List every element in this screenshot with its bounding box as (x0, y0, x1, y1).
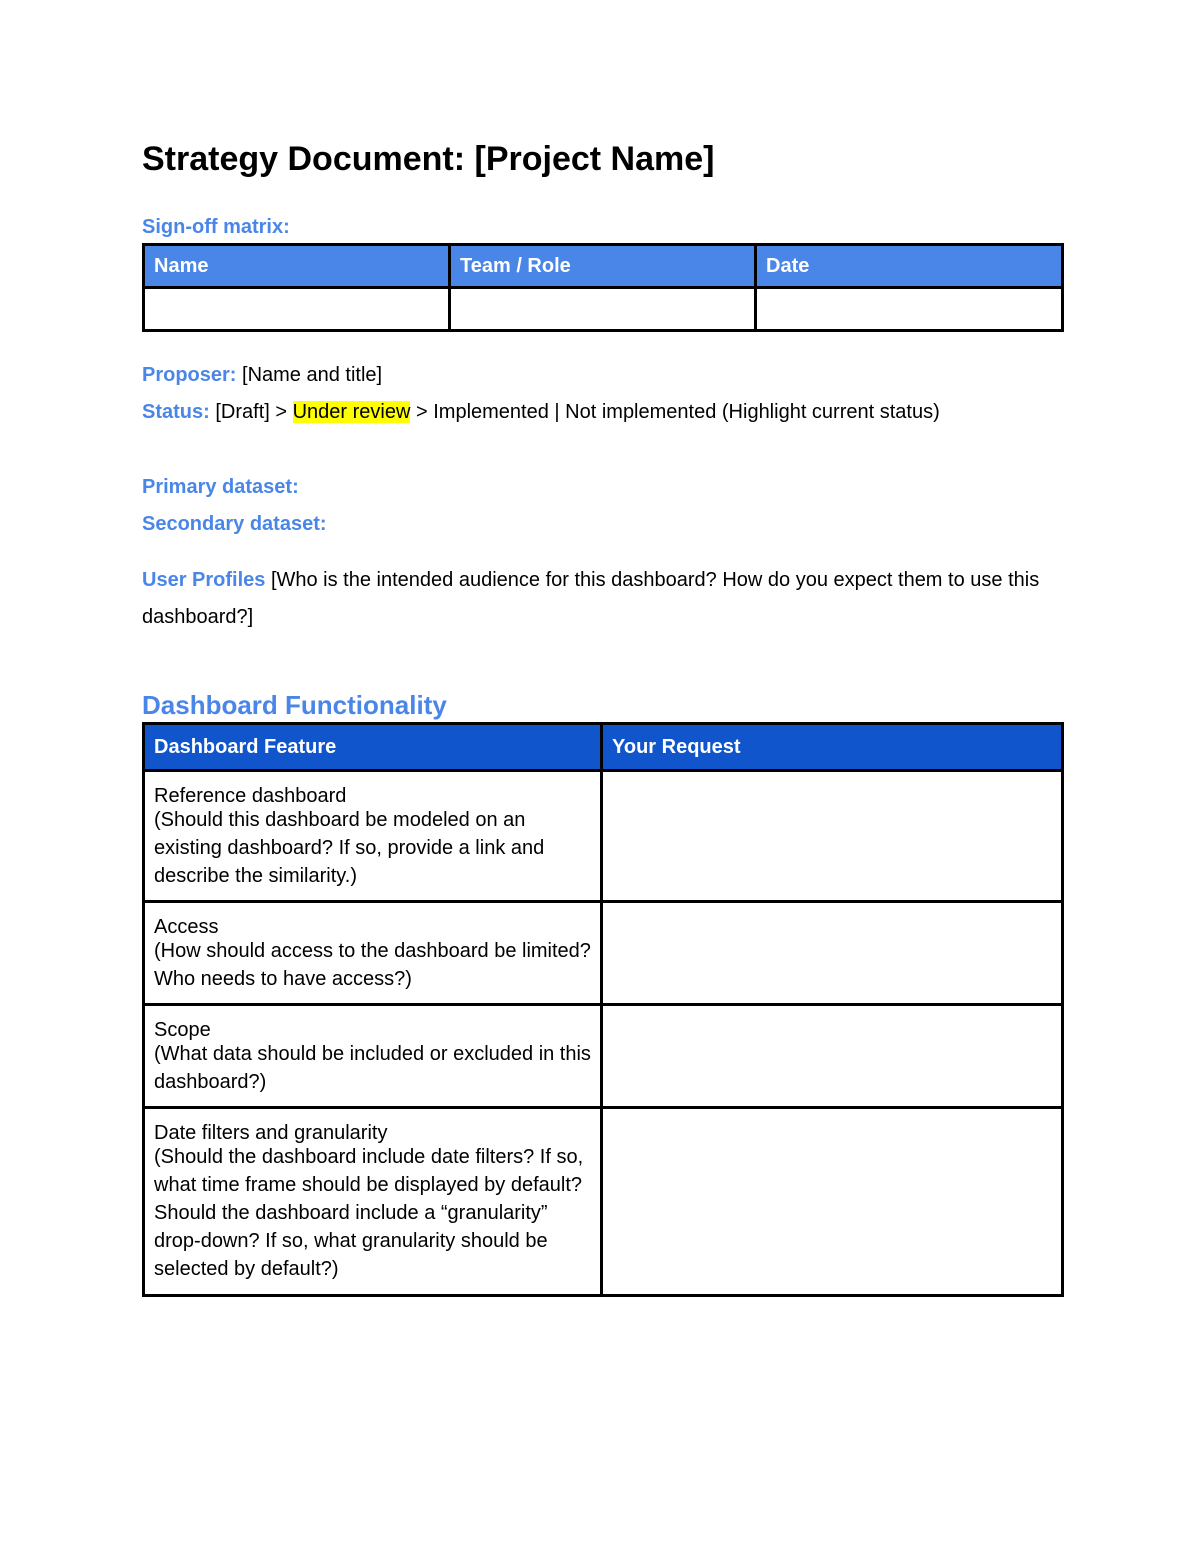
feature-name: Scope (154, 1019, 211, 1041)
primary-dataset-label: Primary dataset: (142, 476, 299, 498)
functionality-header-feature: Dashboard Feature (144, 724, 602, 771)
request-cell[interactable] (602, 902, 1063, 1005)
feature-cell (144, 1108, 602, 1296)
signoff-header-role: Team / Role (450, 245, 756, 288)
functionality-header-row (144, 724, 1063, 771)
signoff-row (144, 288, 1063, 331)
status-line (142, 401, 940, 424)
feature-name: Date filters and granularity (154, 1122, 388, 1144)
status-current-highlight: Under review (292, 401, 411, 423)
feature-cell (144, 771, 602, 902)
feature-description: (Should the dashboard include date filters? If so, what time frame should be displayed by default? Should the dashboard include a “granularity” drop-down? If so, what granularity should be selected by default?) (154, 1146, 584, 1280)
section-heading-functionality: Dashboard Functionality (142, 690, 447, 720)
table-row (144, 771, 1063, 902)
signoff-label: Sign-off matrix: (142, 216, 290, 238)
signoff-header-name: Name (144, 245, 450, 288)
signoff-cell-date[interactable] (756, 288, 1063, 331)
signoff-cell-role[interactable] (450, 288, 756, 331)
proposer-label: Proposer: (142, 364, 237, 386)
signoff-header-date: Date (756, 245, 1063, 288)
proposer-line (142, 364, 382, 387)
feature-description: (What data should be included or excluded in this dashboard?) (154, 1043, 591, 1093)
user-profiles-text: [Who is the intended audience for this dashboard? How do you expect them to use this dashboard?] (142, 569, 1040, 628)
signoff-table (142, 243, 1064, 332)
signoff-cell-name[interactable] (144, 288, 450, 331)
feature-name: Reference dashboard (154, 785, 347, 807)
feature-description: (How should access to the dashboard be limited? Who needs to have access?) (154, 940, 591, 990)
functionality-table (142, 722, 1064, 1297)
feature-name: Access (154, 916, 219, 938)
status-draft: [Draft] > (209, 401, 293, 423)
secondary-dataset-label: Secondary dataset: (142, 513, 327, 535)
feature-description: (Should this dashboard be modeled on an existing dashboard? If so, provide a link and describe the similarity.) (154, 809, 545, 887)
request-cell[interactable] (602, 1005, 1063, 1108)
feature-cell (144, 1005, 602, 1108)
status-label: Status: (142, 401, 210, 423)
functionality-header-request: Your Request (602, 724, 1063, 771)
document-title: Strategy Document: [Project Name] (142, 140, 715, 178)
table-row (144, 902, 1063, 1005)
table-row (144, 1108, 1063, 1296)
user-profiles (142, 562, 1052, 636)
signoff-header-row (144, 245, 1063, 288)
request-cell[interactable] (602, 1108, 1063, 1296)
table-row (144, 1005, 1063, 1108)
user-profiles-label: User Profiles (142, 569, 266, 591)
feature-cell (144, 902, 602, 1005)
proposer-value: [Name and title] (236, 364, 383, 386)
status-rest: > Implemented | Not implemented (Highlight current status) (410, 401, 940, 423)
request-cell[interactable] (602, 771, 1063, 902)
